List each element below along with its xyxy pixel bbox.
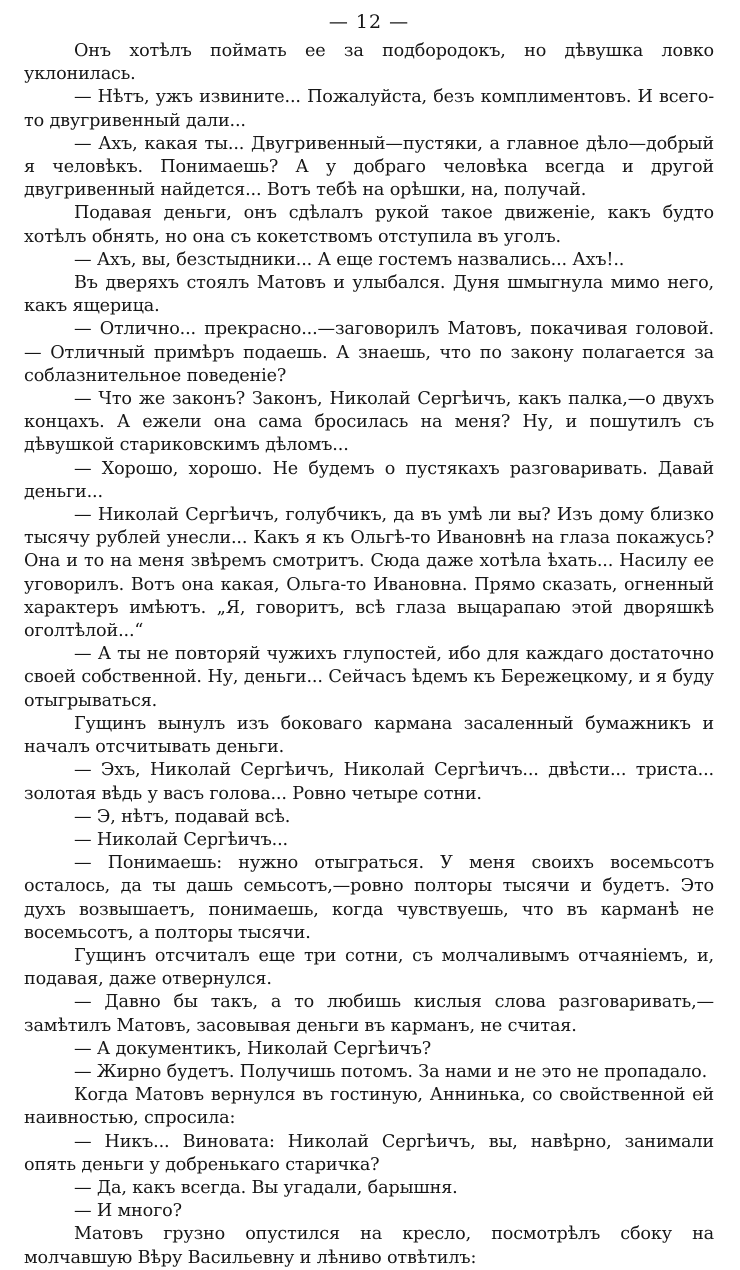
paragraph: — А ты не повторяй чужихъ глупостей, ибо для каждаго достаточно своей собственной. Ну, деньги... Сейчасъ ѣдемъ къ Бережецкому, и я буду отыгрываться. (24, 644, 714, 711)
paragraph: Въ дверяхъ стоялъ Матовъ и улыбался. Дуня шмыгнула мимо него, какъ ящерица. (24, 273, 714, 317)
paragraph: — Что же законъ? Законъ, Николай Сергѣичъ, какъ палка,—о двухъ концахъ. А ежели она сама бросилась на меня? Ну, и пошутилъ съ дѣвушкой стариковскимъ дѣломъ... (24, 389, 714, 456)
paragraph: Когда Матовъ вернулся въ гостиную, Аннинька, со свойственной ей наивностью, спросила: (24, 1085, 714, 1129)
paragraph: — Жирно будетъ. Получишь потомъ. За нами и не это не пропадало. (74, 1061, 708, 1082)
paragraph: — А документикъ, Николай Сергѣичъ? (74, 1038, 432, 1059)
paragraph: — И много? (74, 1201, 182, 1222)
paragraph: — Э, нѣтъ, подавай всѣ. (74, 806, 291, 827)
paragraph: — Понимаешь: нужно отыграться. У меня своихъ восемьсотъ осталось, да ты дашь семьсотъ,—ровно полторы тысячи и будетъ. Это духъ возвышаетъ, понимаешь, когда чувствуешь, что въ карманѣ не восемьсотъ, а полторы тысячи. (24, 853, 714, 943)
paragraph: Подавая деньги, онъ сдѣлалъ рукой такое движеніе, какъ будто хотѣлъ обнять, но она съ кокетствомъ отступила въ уголъ. (24, 203, 714, 247)
paragraph: — Отлично... прекрасно...—заговорилъ Матовъ, покачивая головой.— Отличный примѣръ подаешь. А знаешь, что по закону полагается за соблазнительное поведеніе? (24, 319, 714, 386)
paragraph: — Эхъ, Николай Сергѣичъ, Николай Сергѣичъ... двѣсти... триста... золотая вѣдь у васъ голова... Ровно четыре сотни. (24, 760, 714, 804)
paragraph: — Ахъ, какая ты... Двугривенный—пустяки, а главное дѣло—добрый я человѣкъ. Понимаешь? А у добраго человѣка всегда и другой двугривенный найдется... Вотъ тебѣ на орѣшки, на, получай. (24, 133, 714, 201)
page-text (24, 40, 714, 1270)
paragraph: Онъ хотѣлъ поймать ее за подбородокъ, но дѣвушка ловко уклонилась. (24, 41, 714, 85)
paragraph: — Николай Сергѣичъ, голубчикъ, да въ умѣ ли вы? Изъ дому близко тысячу рублей унесли... Какъ я къ Ольгѣ-то Ивановнѣ на глаза покажусь? Она и то на меня звѣремъ смотритъ. Сюда даже хотѣла ѣхать... Насилу ее уговорилъ. Вотъ она какая, Ольга-то Ивановна. Прямо сказать, огненный характеръ имѣютъ. „Я, говоритъ, всѣ глаза выцарапаю этой дворяшкѣ оголтѣлой...“ (24, 505, 714, 642)
paragraph: — Давно бы такъ, а то любишь кислыя слова разговаривать,—замѣтилъ Матовъ, засовывая деньги въ карманъ, не считая. (24, 992, 714, 1036)
paragraph: Матовъ грузно опустился на кресло, посмотрѣлъ сбоку на молчавшую Вѣру Васильевну и лѣниво отвѣтилъ: (24, 1224, 714, 1268)
paragraph: Гущинъ вынулъ изъ боковаго кармана засаленный бумажникъ и началъ отсчитывать деньги. (24, 713, 714, 758)
paragraph: — Да, какъ всегда. Вы угадали, барышня. (74, 1177, 458, 1198)
paragraph: — Нѣтъ, ужъ извините... Пожалуйста, безъ комплиментовъ. И всего-то двугривенный дали... (24, 87, 714, 131)
paragraph: — Никъ... Виновата: Николай Сергѣичъ, вы, навѣрно, занимали опять деньги у добренькаго старичка? (24, 1131, 714, 1175)
paragraph: — Ахъ, вы, безстыдники... А еще гостемъ назвались... Ахъ!.. (74, 249, 625, 270)
paragraph: Гущинъ отсчиталъ еще три сотни, съ молчаливымъ отчаяніемъ, и, подавая, даже отвернулся. (24, 945, 714, 990)
page-number: — 12 — (328, 11, 410, 33)
paragraph: — Хорошо, хорошо. Не будемъ о пустякахъ разговаривать. Давай деньги... (24, 458, 714, 502)
paragraph: — Николай Сергѣичъ... (74, 829, 288, 850)
